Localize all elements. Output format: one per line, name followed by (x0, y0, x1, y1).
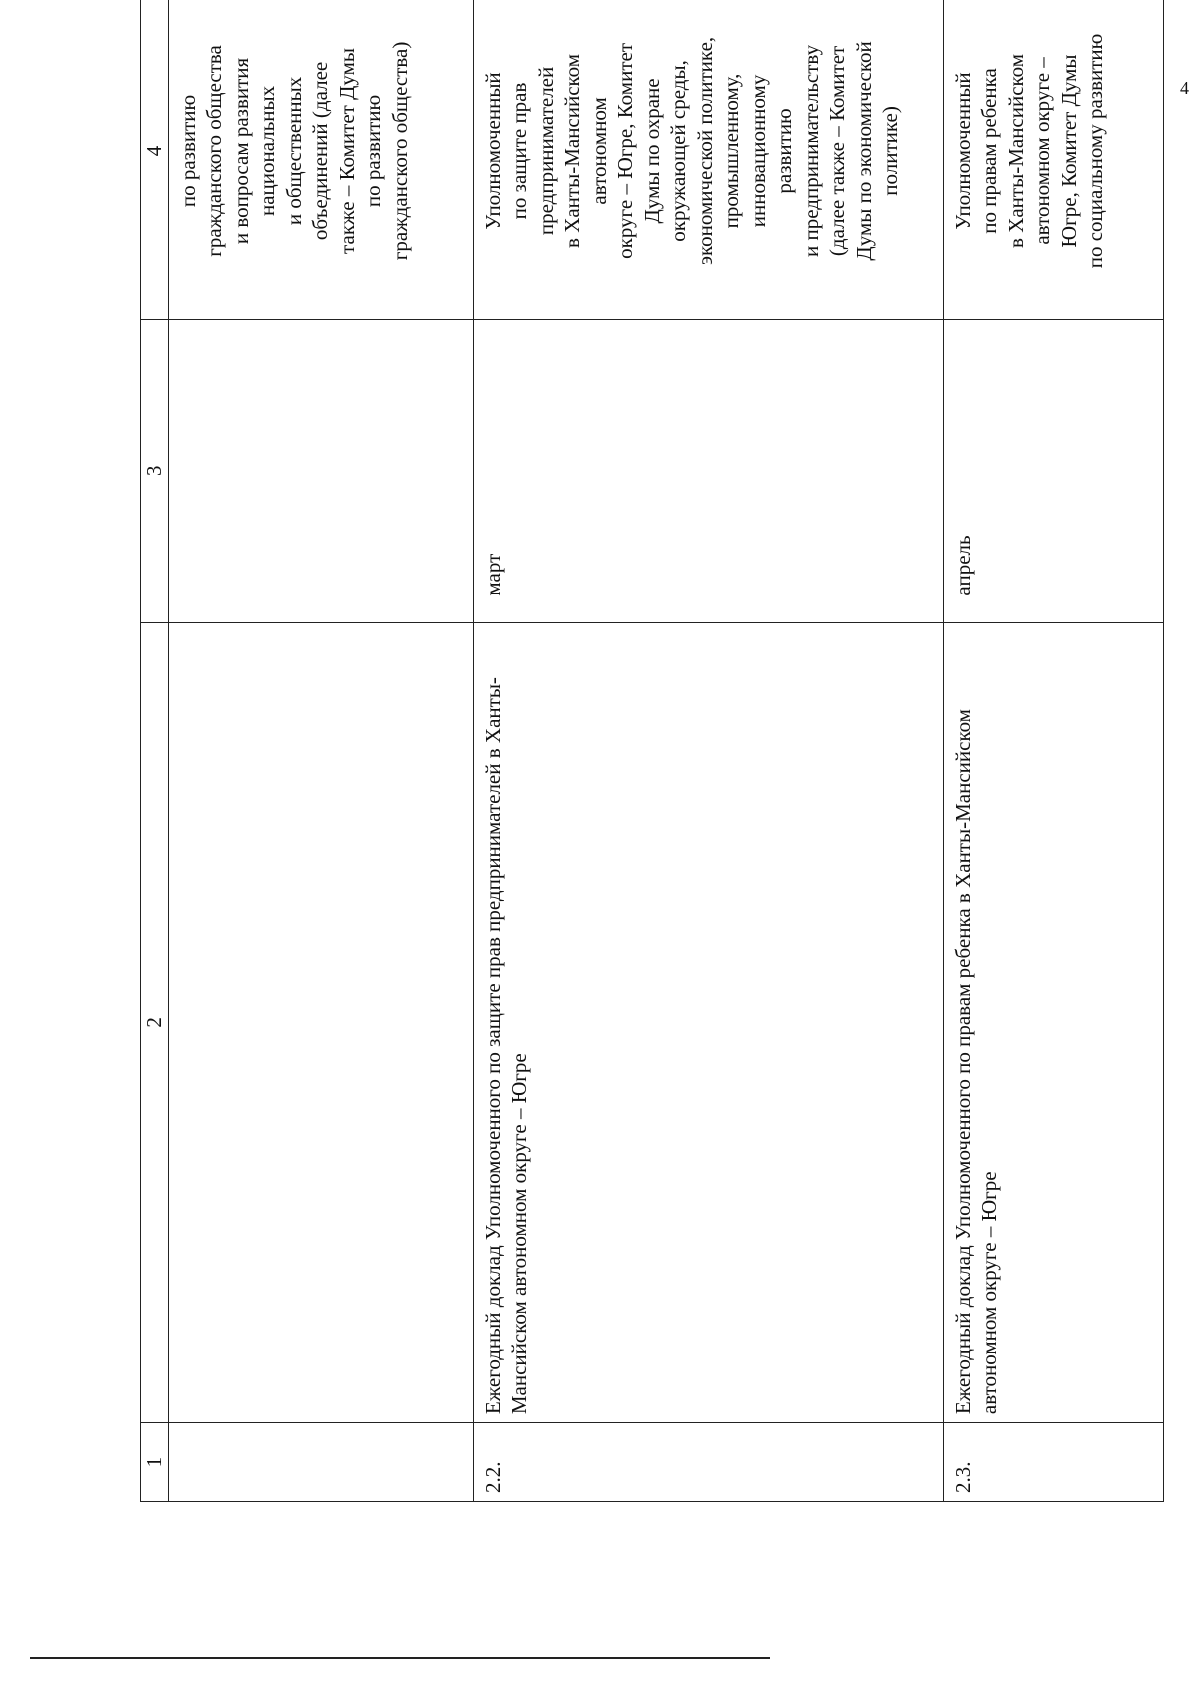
responsible-line: по правам ребенка (977, 68, 1001, 234)
responsible-line: Уполномоченный (950, 72, 975, 230)
responsible-line: в Ханты-Мансийском (560, 53, 584, 248)
row-responsible (473, 0, 943, 319)
responsible-line: Югре, Комитет Думы (1056, 54, 1081, 248)
header-col-4: 4 (141, 0, 169, 319)
responsible-line: по социальному развитию (1083, 33, 1107, 269)
header-col-3: 3 (141, 319, 169, 622)
responsible-line: промышленному, (719, 73, 743, 229)
table-row (168, 0, 473, 1502)
row-number: 2.3. (943, 1423, 1164, 1502)
row-name: Ежегодный доклад Уполномоченного по защите прав предпринимателей в Ханты-Мансийском автономном округе – Югре (473, 622, 943, 1423)
row-responsible (168, 0, 473, 319)
responsible-line: гражданского общества) (387, 41, 412, 261)
table-header-row (141, 0, 169, 1502)
row-date (168, 319, 473, 622)
row-name (168, 622, 473, 1423)
responsible-line: экономической политике, (692, 36, 717, 266)
responsible-line: по развитию (175, 94, 200, 208)
responsible-line: окружающей среды, (666, 60, 690, 242)
responsible-line: Думы по экономической (851, 41, 876, 261)
responsible-line: гражданского общества (202, 45, 226, 257)
responsible-line: в Ханты-Мансийском (1003, 53, 1028, 248)
row-number: 2.2. (473, 1423, 943, 1502)
row-number (168, 1423, 473, 1502)
responsible-line: (далее также – Комитет (825, 45, 849, 257)
responsible-line: и общественных (281, 76, 306, 226)
responsible-line: объединений (далее (308, 61, 332, 241)
responsible-line: и вопросам развития (228, 57, 253, 245)
table-row (473, 0, 943, 1502)
table-row (943, 0, 1164, 1502)
responsible-line: по развитию (361, 94, 385, 208)
responsible-line: округе – Югре, Комитет (613, 43, 637, 259)
header-col-1: 1 (141, 1423, 169, 1502)
responsible-line: автономном округе – (1030, 57, 1054, 245)
row-date: март (473, 319, 943, 622)
footer-divider-line (30, 1657, 770, 1659)
header-col-2: 2 (141, 622, 169, 1423)
row-responsible (943, 0, 1164, 319)
responsible-line: Думы по охране (639, 78, 664, 224)
document-table-rotated (104, 0, 1200, 1597)
responsible-line: инновационному (745, 74, 770, 228)
responsible-line: политике) (878, 106, 902, 196)
responsible-line: по защите прав (507, 82, 531, 220)
responsible-line: и предпринимательству (798, 44, 823, 257)
responsible-line: Уполномоченный (480, 72, 505, 230)
responsible-line: автономном (586, 97, 611, 205)
row-name: Ежегодный доклад Уполномоченного по правам ребенка в Ханты-Мансийском автономном округе – Югре (943, 622, 1164, 1423)
row-date: апрель (943, 319, 1164, 622)
responsible-line: предпринимателей (533, 66, 558, 236)
plan-table (140, 0, 1164, 1502)
page-number: 4 (1180, 78, 1189, 98)
responsible-line: также – Комитет Думы (334, 47, 359, 254)
responsible-line: развитию (772, 108, 796, 194)
responsible-line: национальных (255, 85, 279, 217)
